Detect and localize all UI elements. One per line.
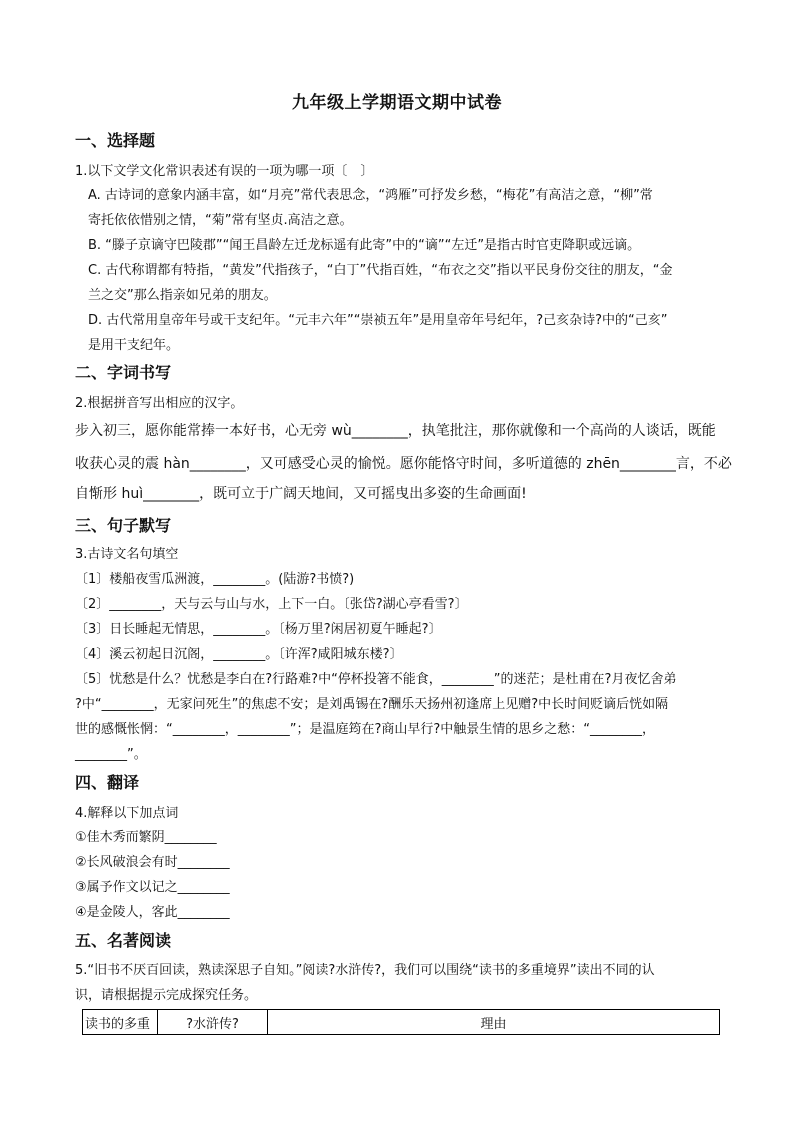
option-c-line-1: C. 古代称谓都有特指，“黄发”代指孩子，“白丁”代指百姓，“布衣之交”指以平民身份交往的朋友，“金 (88, 263, 673, 278)
option-d-line-2: 是用干支纪年。 (88, 338, 180, 353)
option-a-line-2: 寄托依依惜别之情，“菊”常有坚贞.高洁之意。 (88, 213, 353, 228)
question-5-line-2: 识，请根据提示完成探究任务。 (75, 988, 258, 1003)
translation-item-3: ③属予作文以记之________ (75, 880, 230, 895)
poem-fill-5-line-3: 世的感慨怅惘：“________，________”；是温庭筠在?商山早行?中触景生情的思乡之愁：“________， (75, 722, 656, 737)
question-5-line-1: 5.“旧书不厌百回读，熟读深思子自知。”阅读?水浒传?，我们可以围绕“读书的多重境界”读出不同的认 (75, 963, 655, 978)
question-1: 1.以下文学文化常识表述有误的一项为哪一项〔 〕 (75, 164, 374, 179)
poem-fill-5-line-4: ________”。 (75, 747, 147, 762)
translation-item-1: ①佳木秀而繁阴________ (75, 830, 217, 845)
table-header-book: ?水浒传? (158, 1010, 268, 1035)
question-2: 2.根据拼音写出相应的汉字。 (75, 396, 244, 411)
option-a-line-1: A. 古诗词的意象内涵丰富，如“月亮”常代表思念，“鸿雁”可抒发乡愁，“梅花”有高洁之意，“柳”常 (88, 188, 653, 203)
option-b-line-1: B. “滕子京谪守巴陵郡”“闻王昌龄左迁龙标遥有此寄”中的“谪”“左迁”是指古时官吏降职或远谪。 (88, 238, 641, 253)
poem-fill-5-line-2: ?中“________，无家问死生”的焦虑不安；是刘禹锡在?酬乐天扬州初逢席上见赠?中长时间贬谪后恍如隔 (75, 697, 669, 712)
translation-item-4: ④是金陵人，客此________ (75, 905, 230, 920)
table-header-row (83, 1010, 720, 1035)
pinyin-passage-line-3: 自惭形 huì________，既可立于广阔天地间，又可摇曳出多姿的生命画面! (75, 486, 527, 502)
poem-fill-2: 〔2〕________，天与云与山与水，上下一白。〔张岱?湖心亭看雪?〕 (75, 597, 468, 612)
question-4: 4.解释以下加点词 (75, 806, 179, 821)
reading-task-table (82, 1009, 720, 1035)
poem-fill-4: 〔4〕溪云初起日沉阁，________。〔许浑?咸阳城东楼?〕 (75, 647, 403, 662)
section-heading-translation: 四、翻译 (75, 773, 140, 792)
pinyin-passage-line-1: 步入初三，愿你能常捧一本好书，心无旁 wù________，执笔批注，那你就像和一个高尚的人谈话，既能 (75, 423, 716, 439)
section-heading-choice: 一、选择题 (75, 131, 156, 150)
section-heading-classics: 五、名著阅读 (75, 931, 172, 950)
option-c-line-2: 兰之交”那么指亲如兄弟的朋友。 (88, 288, 277, 303)
translation-item-2: ②长风破浪会有时________ (75, 855, 230, 870)
section-heading-recitation: 三、句子默写 (75, 516, 172, 535)
table-header-reason: 理由 (268, 1010, 720, 1035)
table-header-levels: 读书的多重 (83, 1010, 158, 1035)
poem-fill-5-line-1: 〔5〕忧愁是什么？忧愁是李白在?行路难?中“停杯投箸不能食，________”的迷茫；是杜甫在?月夜忆舍弟 (75, 672, 677, 687)
question-3: 3.古诗文名句填空 (75, 547, 179, 562)
poem-fill-3: 〔3〕日长睡起无情思，________。〔杨万里?闲居初夏午睡起?〕 (75, 622, 442, 637)
section-heading-words: 二、字词书写 (75, 363, 172, 382)
pinyin-passage-line-2: 收获心灵的震 hàn________，又可感受心灵的愉悦。愿你能恪守时间，多听道德的 zhēn________言，不必 (75, 456, 732, 472)
poem-fill-1: 〔1〕楼船夜雪瓜洲渡，________。(陆游?书愤?) (75, 572, 355, 587)
page-title: 九年级上学期语文期中试卷 (292, 93, 502, 113)
option-d-line-1: D. 古代常用皇帝年号或干支纪年。“元丰六年”“崇祯五年”是用皇帝年号纪年，?己亥杂诗?中的“己亥” (88, 313, 668, 328)
